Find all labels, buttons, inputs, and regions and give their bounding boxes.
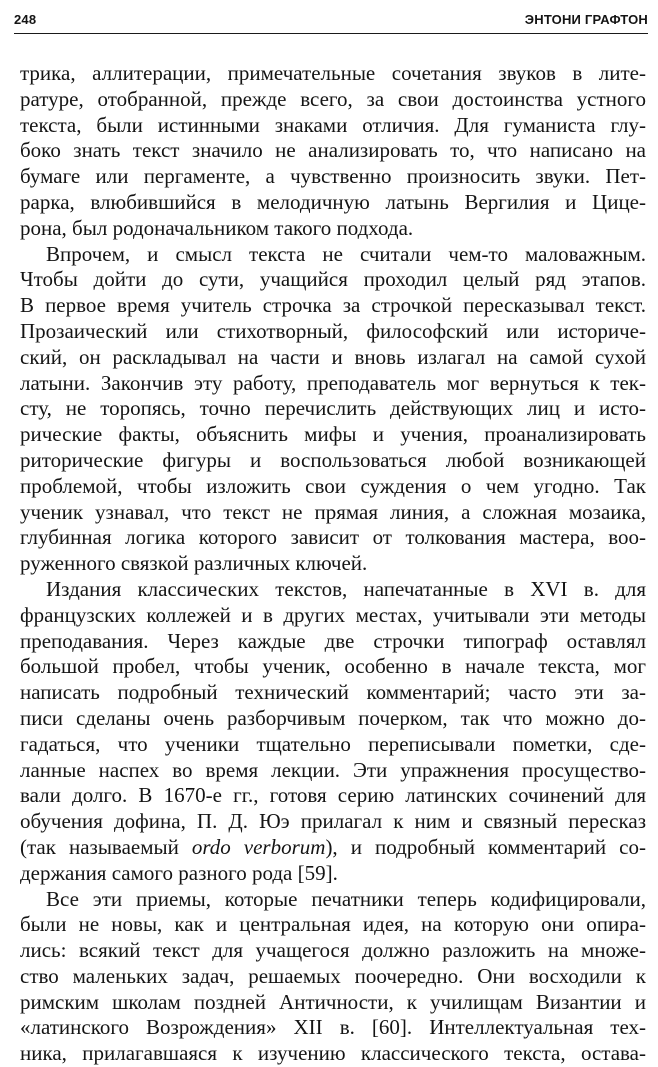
text-line: проблемой, чтобы изложить свои суждения о чем угодно. Так — [20, 474, 646, 500]
text-line: рона, был родоначальником такого подхода. — [20, 216, 646, 242]
text-line: Все эти приемы, которые печатники теперь кодифицировали, — [20, 887, 646, 913]
text-line: римским школам поздней Античности, к училищам Византии и — [20, 990, 646, 1016]
text-line: рические факты, объяснить мифы и учения, проанализировать — [20, 422, 646, 448]
page-number: 248 — [14, 12, 36, 27]
text-line: глубинная логика которого зависит от толкования мастера, воо- — [20, 525, 646, 551]
text-line: большой пробел, чтобы ученик, особенно в начале текста, мог — [20, 654, 646, 680]
text-line: ника, прилагавшаяся к изучению классического текста, остава- — [20, 1041, 646, 1067]
text-line: руженного связкой различных ключей. — [20, 551, 646, 577]
text-line: написать подробный технический комментарий; часто эти за- — [20, 680, 646, 706]
text-line: Издания классических текстов, напечатанные в XVI в. для — [20, 577, 646, 603]
paragraph-3 — [20, 577, 646, 887]
text-line-with-italic — [20, 835, 646, 861]
text-line: ский, он раскладывал на части и вновь излагал на самой сухой — [20, 345, 646, 371]
text-line: ратуре, отобранной, прежде всего, за свои достоинства устного — [20, 87, 646, 113]
text-line: риторические фигуры и воспользоваться любой возникающей — [20, 448, 646, 474]
text-line: В первое время учитель строчка за строчкой пересказывал текст. — [20, 293, 646, 319]
text-line: Впрочем, и смысл текста не считали чем-то маловажным. — [20, 242, 646, 268]
text-line: Прозаический или стихотворный, философский или историче- — [20, 319, 646, 345]
paragraph-2 — [20, 242, 646, 577]
text-line: ство маленьких задач, решаемых поочередно. Они восходили к — [20, 964, 646, 990]
text-segment: (так называемый — [20, 835, 192, 859]
text-line: Чтобы дойти до сути, учащийся проходил целый ряд этапов. — [20, 267, 646, 293]
text-line: держания самого разного рода [59]. — [20, 861, 646, 887]
italic-term: ordo verborum — [192, 835, 326, 859]
paragraph-1 — [20, 61, 646, 242]
text-line: писи сделаны очень разборчивым почерком, так что можно до- — [20, 706, 646, 732]
body-text — [20, 61, 646, 1067]
text-line: ученик узнавал, что текст не прямая линия, а сложная мозаика, — [20, 500, 646, 526]
text-line: гадаться, что ученики тщательно переписывали пометки, сде- — [20, 732, 646, 758]
text-line: были не новы, как и центральная идея, на которую они опира- — [20, 912, 646, 938]
text-line: ланные наспех во время лекции. Эти упражнения просущество- — [20, 758, 646, 784]
paragraph-4 — [20, 887, 646, 1067]
page-header — [14, 9, 648, 34]
text-line: текста, были истинными знаками отличия. Для гуманиста глу- — [20, 113, 646, 139]
text-line: обучения дофина, П. Д. Юэ прилагал к ним и связный пересказ — [20, 809, 646, 835]
text-line: «латинского Возрождения» XII в. [60]. Интеллектуальная тех- — [20, 1015, 646, 1041]
text-line: латыни. Закончив эту работу, преподаватель мог вернуться к тек- — [20, 371, 646, 397]
text-line: преподавания. Через каждые две строчки типограф оставлял — [20, 629, 646, 655]
text-line: французских коллежей и в других местах, учитывали эти методы — [20, 603, 646, 629]
text-line: вали долго. В 1670-е гг., готовя серию латинских сочинений для — [20, 783, 646, 809]
text-line: боко знать текст значило не анализировать то, что написано на — [20, 138, 646, 164]
text-line: бумаге или пергаменте, а чувственно произносить звуки. Пет- — [20, 164, 646, 190]
text-line: рарка, влюбившийся в мелодичную латынь Вергилия и Цице- — [20, 190, 646, 216]
text-line: лись: всякий текст для учащегося должно разложить на множе- — [20, 938, 646, 964]
text-line: сту, не торопясь, точно перечислить действующих лиц и исто- — [20, 396, 646, 422]
running-head: ЭНТОНИ ГРАФТОН — [525, 12, 648, 27]
text-segment: ), и подробный комментарий со- — [325, 835, 646, 859]
text-line: трика, аллитерации, примечательные сочетания звуков в лите- — [20, 61, 646, 87]
